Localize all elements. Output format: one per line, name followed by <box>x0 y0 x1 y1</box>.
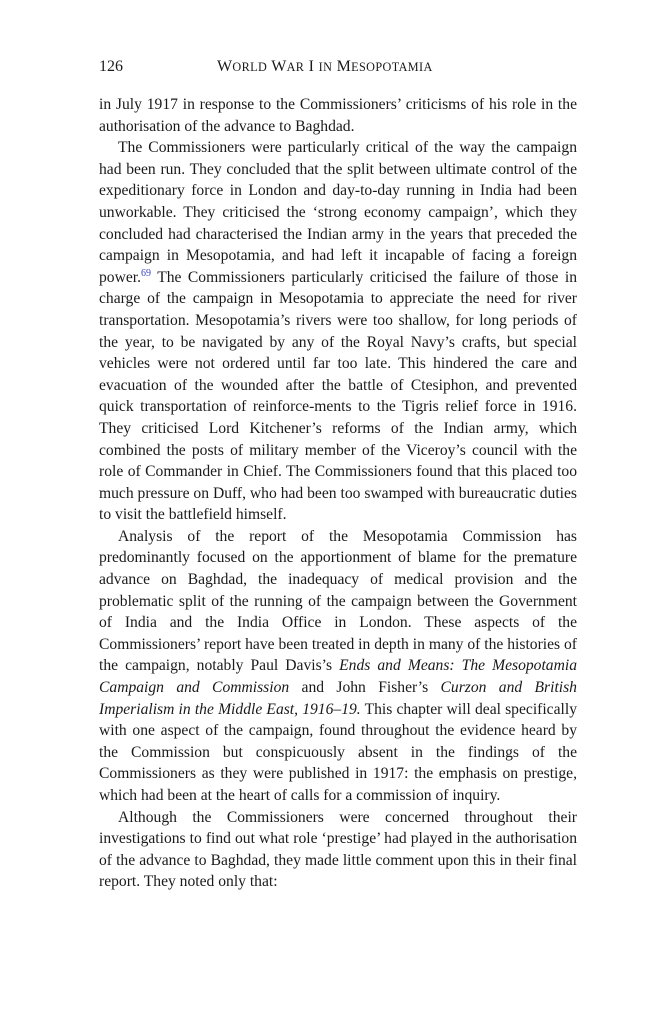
body-text <box>99 94 577 893</box>
page-number: 126 <box>99 58 123 75</box>
paragraph-commissioners-critical: The Commissioners were particularly critical of the way the campaign had been run. They concluded that the split between ultimate control of the expeditionary force in London and day-to-day running in India had been unworkable. They criticised the ‘strong economy campaign’, which they concluded had characterised the Indian army in the years that preceded the campaign in Mesopotamia, and had left it incapable of facing a foreign power.$^{69}$ The Commissioners particularly criticised the failure of those in charge of the campaign in Mesopotamia to appreciate the need for river transportation. Mesopotamia’s rivers were too shallow, for long periods of the year, to be navigated by any of the Royal Navy’s crafts, but special vehicles were not ordered until far too late. This hindered the care and evacuation of the wounded after the battle of Ctesiphon, and prevented quick transportation of reinforce-ments to the Tigris relief force in 1916. They criticised Lord Kitchener’s reforms of the Indian army, which combined the posts of military member of the Viceroy’s council with the role of Commander in Chief. The Commissioners found that this placed too much pressure on Duff, who had been too swamped with bureaucratic duties to visit the battlefield himself. <box>99 139 577 524</box>
footnote-reference-link[interactable]: 69 <box>141 267 152 279</box>
paragraph-prestige: Although the Commissioners were concerned throughout their investigations to find out what role ‘prestige’ had played in the authorisation of the advance to Baghdad, they made little comment upon this in their final report. They noted only that: <box>99 808 577 891</box>
title-word: I <box>308 58 315 75</box>
book-title-curzon: Curzon and British Imperialism in the Middle East, 1916–19. <box>99 679 577 718</box>
title-word: IN <box>318 60 333 74</box>
title-word: MESOPOTAMIA <box>336 58 433 75</box>
book-title-ends-and-means: Ends and Means: The Mesopotamia Campaign and Commission <box>99 657 577 697</box>
paragraph-continuation: in July 1917 in response to the Commissioners’ criticisms of his role in the authorisation of the advance to Baghdad. <box>99 96 577 135</box>
title-word: WAR <box>271 58 305 75</box>
running-title <box>217 55 433 79</box>
title-word: WORLD <box>217 58 268 75</box>
running-head <box>99 55 577 79</box>
paragraph-analysis: Analysis of the report of the Mesopotamia Commission has predominantly focused on the apportionment of blame for the premature advance on Baghdad, the inadequacy of medical provision and the problematic split of the running of the campaign between the Government of India and the India Office in London. These aspects of the Commissioners’ report have been treated in depth in many of the histories of the campaign, notably Paul Davis’s Ends and Means: The Mesopotamia Campaign and Commission and John Fisher’s Curzon and British Imperialism in the Middle East, 1916–19. This chapter will deal specifically with one aspect of the campaign, found throughout the evidence heard by the Commission but conspicuously absent in the findings of the Commissioners as they were published in 1917: the emphasis on prestige, which had been at the heart of calls for a commission of inquiry. <box>99 527 577 804</box>
